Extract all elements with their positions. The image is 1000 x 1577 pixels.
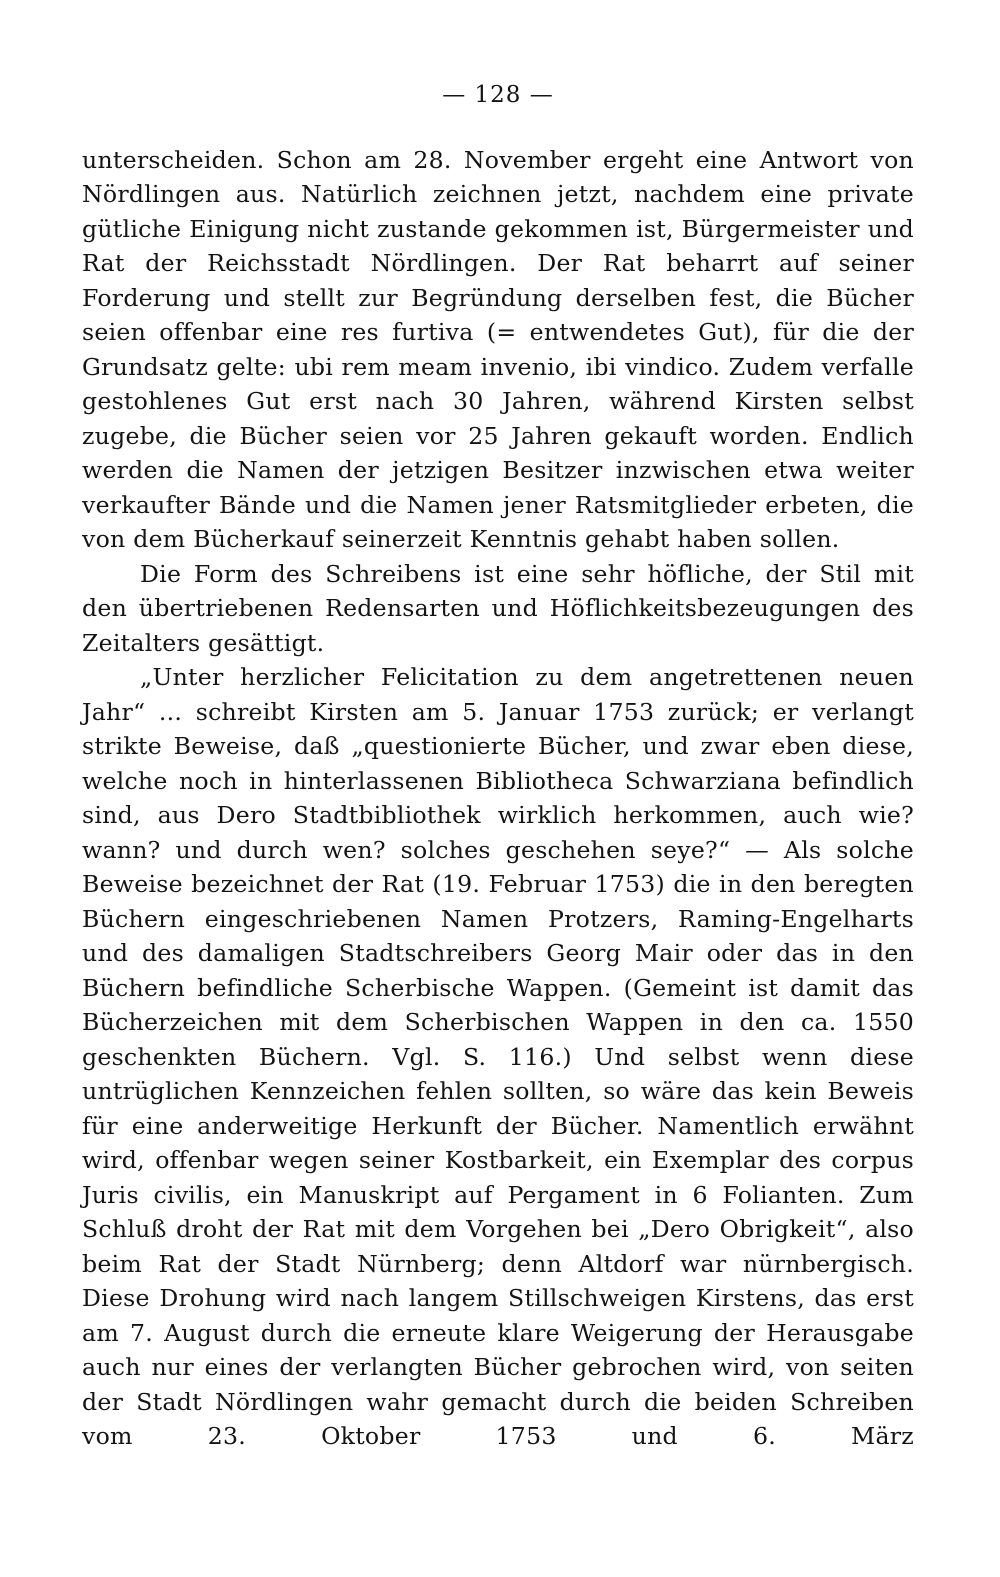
paragraph-response-noerdlingen: unterscheiden. Schon am 28. November ergeht eine Antwort von Nördlingen aus. Natürlich zeichnen jetzt, nachdem eine private gütliche Einigung nicht zustande gekommen ist, Bürgermeister und Rat der Reichsstadt Nördlingen. Der Rat beharrt auf seiner Forderung und stellt zur Begründung derselben fest, die Bücher seien offenbar eine res furtiva (= entwendetes Gut), für die der Grundsatz gelte: ubi rem meam invenio, ibi vindico. Zudem verfalle gestohlenes Gut erst nach 30 Jahren, während Kirsten selbst zugebe, die Bücher seien vor 25 Jahren gekauft worden. Endlich werden die Namen der jetzigen Besitzer inzwischen etwa weiter verkaufter Bände und die Namen jener Ratsmitglieder erbeten, die von dem Bücherkauf seinerzeit Kenntnis gehabt haben sollen. <box>82 145 914 553</box>
book-page <box>82 78 914 1454</box>
paragraph-letter-style: Die Form des Schreibens ist eine sehr höfliche, der Stil mit den übertriebenen Redensarten und Höflichkeitsbezeugungen des Zeitalters gesättigt. <box>82 559 914 657</box>
page-number: — 128 — <box>442 82 554 108</box>
paragraph-kirsten-reply: „Unter herzlicher Felicitation zu dem angetrettenen neuen Jahr“ ... schreibt Kirsten am 5. Januar 1753 zurück; er verlangt strikte Beweise, daß „questionierte Bücher, und zwar eben diese, welche noch in hinterlassenen Bibliotheca Schwarziana befindlich sind, aus Dero Stadtbibliothek wirklich herkommen, auch wie? wann? und durch wen? solches geschehen seye?“ — Als solche Beweise bezeichnet der Rat (19. Februar 1753) die in den beregten Büchern eingeschriebenen Namen Protzers, Raming-Engelharts und des damaligen Stadtschreibers Georg Mair oder das in den Büchern befindliche Scherbische Wappen. (Gemeint ist damit das Bücherzeichen mit dem Scherbischen Wappen in den ca. 1550 geschenkten Büchern. Vgl. S. 116.) Und selbst wenn diese untrüglichen Kennzeichen fehlen sollten, so wäre das kein Beweis für eine anderweitige Herkunft der Bücher. Namentlich erwähnt wird, offenbar wegen seiner Kostbarkeit, ein Exemplar des corpus Juris civilis, ein Manuskript auf Pergament in 6 Folianten. Zum Schluß droht der Rat mit dem Vorgehen bei „Dero Obrigkeit“, also beim Rat der Stadt Nürnberg; denn Altdorf war nürnbergisch. Diese Drohung wird nach langem Stillschweigen Kirstens, das erst am 7. August durch die erneute klare Weigerung der Herausgabe auch nur eines der verlangten Bücher gebrochen wird, von seiten der Stadt Nördlingen wahr gemacht durch die beiden Schreiben vom 23. Oktober 1753 und 6. März <box>82 663 914 1450</box>
